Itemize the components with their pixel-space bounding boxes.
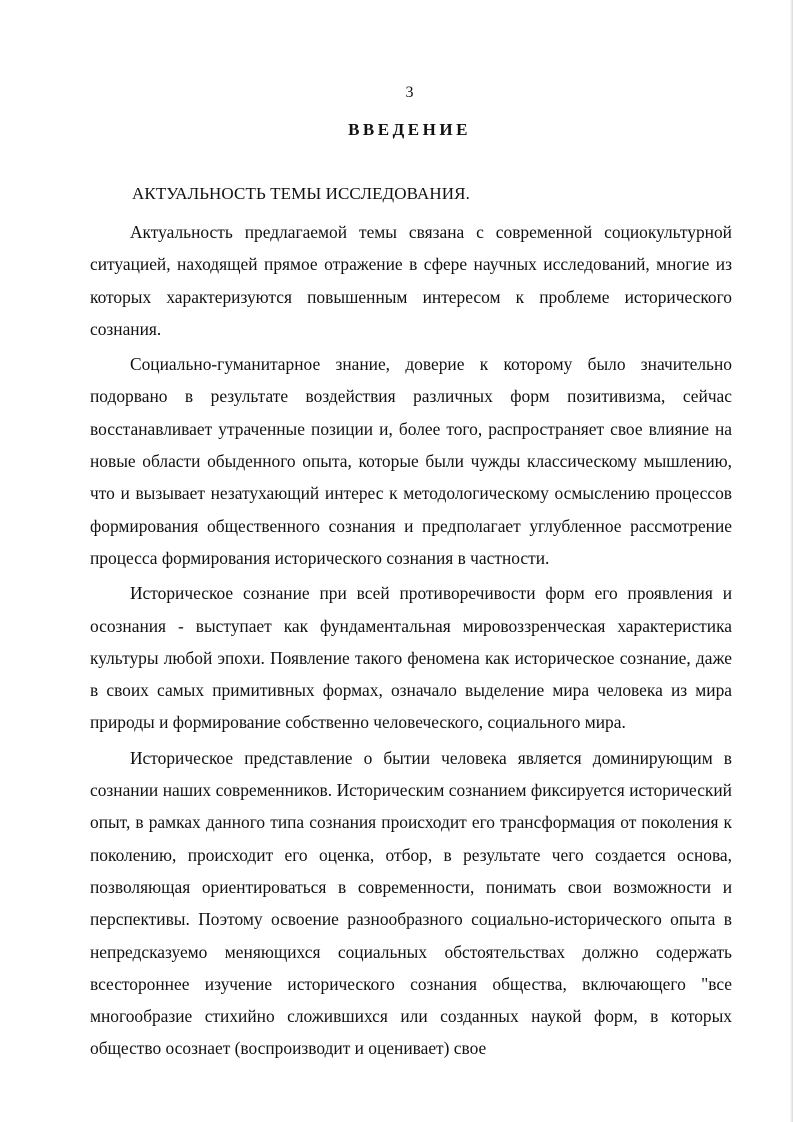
paragraph: Социально-гуманитарное знание, доверие к которому было значительно подорвано в результате воздействия различных форм позитивизма, сейчас восстанавливает утраченные позиции и, более того, распространяет свое влияние на новые области обыденного опыта, которые были чужды классическому мышлению, что и вызывает незатухающий интерес к методологическому осмыслению процессов формирования общественного сознания и предполагает углубленное рассмотрение процесса формирования исторического сознания в частности. xyxy=(90,354,732,568)
page-number: 3 xyxy=(405,84,414,101)
paragraph: Историческое сознание при всей противоречивости форм его проявления и осознания - выступает как фундаментальная мировоззренческая характеристика культуры любой эпохи. Появление такого феномена как историческое сознание, даже в своих самых примитивных формах, означало выделение мира человека из мира природы и формирование собственно человеческого, социального мира. xyxy=(90,583,732,733)
body-text xyxy=(90,216,732,1065)
paragraph: Историческое представление о бытии человека является доминирующим в сознании наших современников. Историческим сознанием фиксируется исторический опыт, в рамках данного типа сознания происходит его трансформация от поколения к поколению, происходит его оценка, отбор, в результате чего создается основа, позволяющая ориентироваться в современности, понимать свои возможности и перспективы. Поэтому освоение разнообразного социально-исторического опыта в непредсказуемо меняющихся социальных обстоятельствах должно содержать всестороннее изучение исторического сознания общества, включающего "все многообразие стихийно сложившихся или созданных наукой форм, в которых общество осознает (воспроизводит и оценивает) свое xyxy=(90,747,732,1059)
paragraph: Актуальность предлагаемой темы связана с современной социокультурной ситуацией, находящей прямое отражение в сфере научных исследований, многие из которых характеризуются повышенным интересом к проблеме исторического сознания. xyxy=(90,222,732,339)
section-subheading: АКТУАЛЬНОСТЬ ТЕМЫ ИССЛЕДОВАНИЯ. xyxy=(132,184,470,203)
page-heading: ВВЕДЕНИЕ xyxy=(348,120,471,139)
